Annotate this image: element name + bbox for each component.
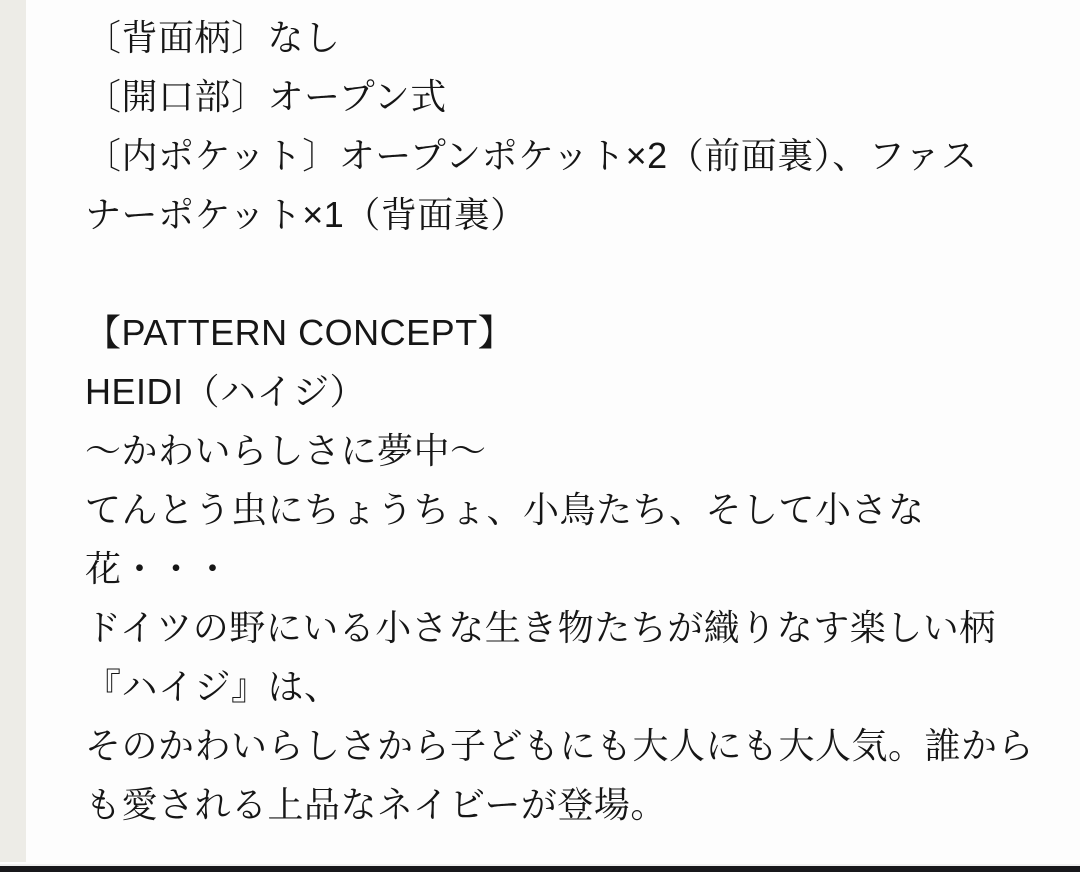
text-line: 〔内ポケット〕オープンポケット×2（前面裏）、ファス: [85, 135, 978, 176]
text-line: ～かわいらしさに夢中～: [85, 430, 487, 471]
text-line: HEIDI（ハイジ）: [85, 371, 367, 412]
text-line: 〔背面柄〕なし: [85, 17, 341, 58]
text-line: 『ハイジ』は、: [85, 666, 341, 707]
text-line: そのかわいらしさから子どもにも大人にも大人気。誰から: [85, 725, 1035, 766]
text-line: ナーポケット×1（背面裏）: [85, 194, 527, 235]
product-description-text: [26, 8, 1080, 834]
text-line: 花・・・: [85, 548, 232, 589]
text-line: 【PATTERN CONCEPT】: [85, 312, 515, 353]
bottom-divider-bar: [0, 866, 1080, 872]
text-line: てんとう虫にちょうちょ、小鳥たち、そして小さな: [85, 489, 925, 530]
page-left-margin: [0, 0, 26, 862]
blank-line: [85, 244, 1080, 303]
text-line: も愛される上品なネイビーが登場。: [85, 784, 667, 825]
text-line: 〔開口部〕オープン式: [85, 76, 447, 117]
text-line: ドイツの野にいる小さな生き物たちが織りなす楽しい柄: [85, 607, 996, 648]
